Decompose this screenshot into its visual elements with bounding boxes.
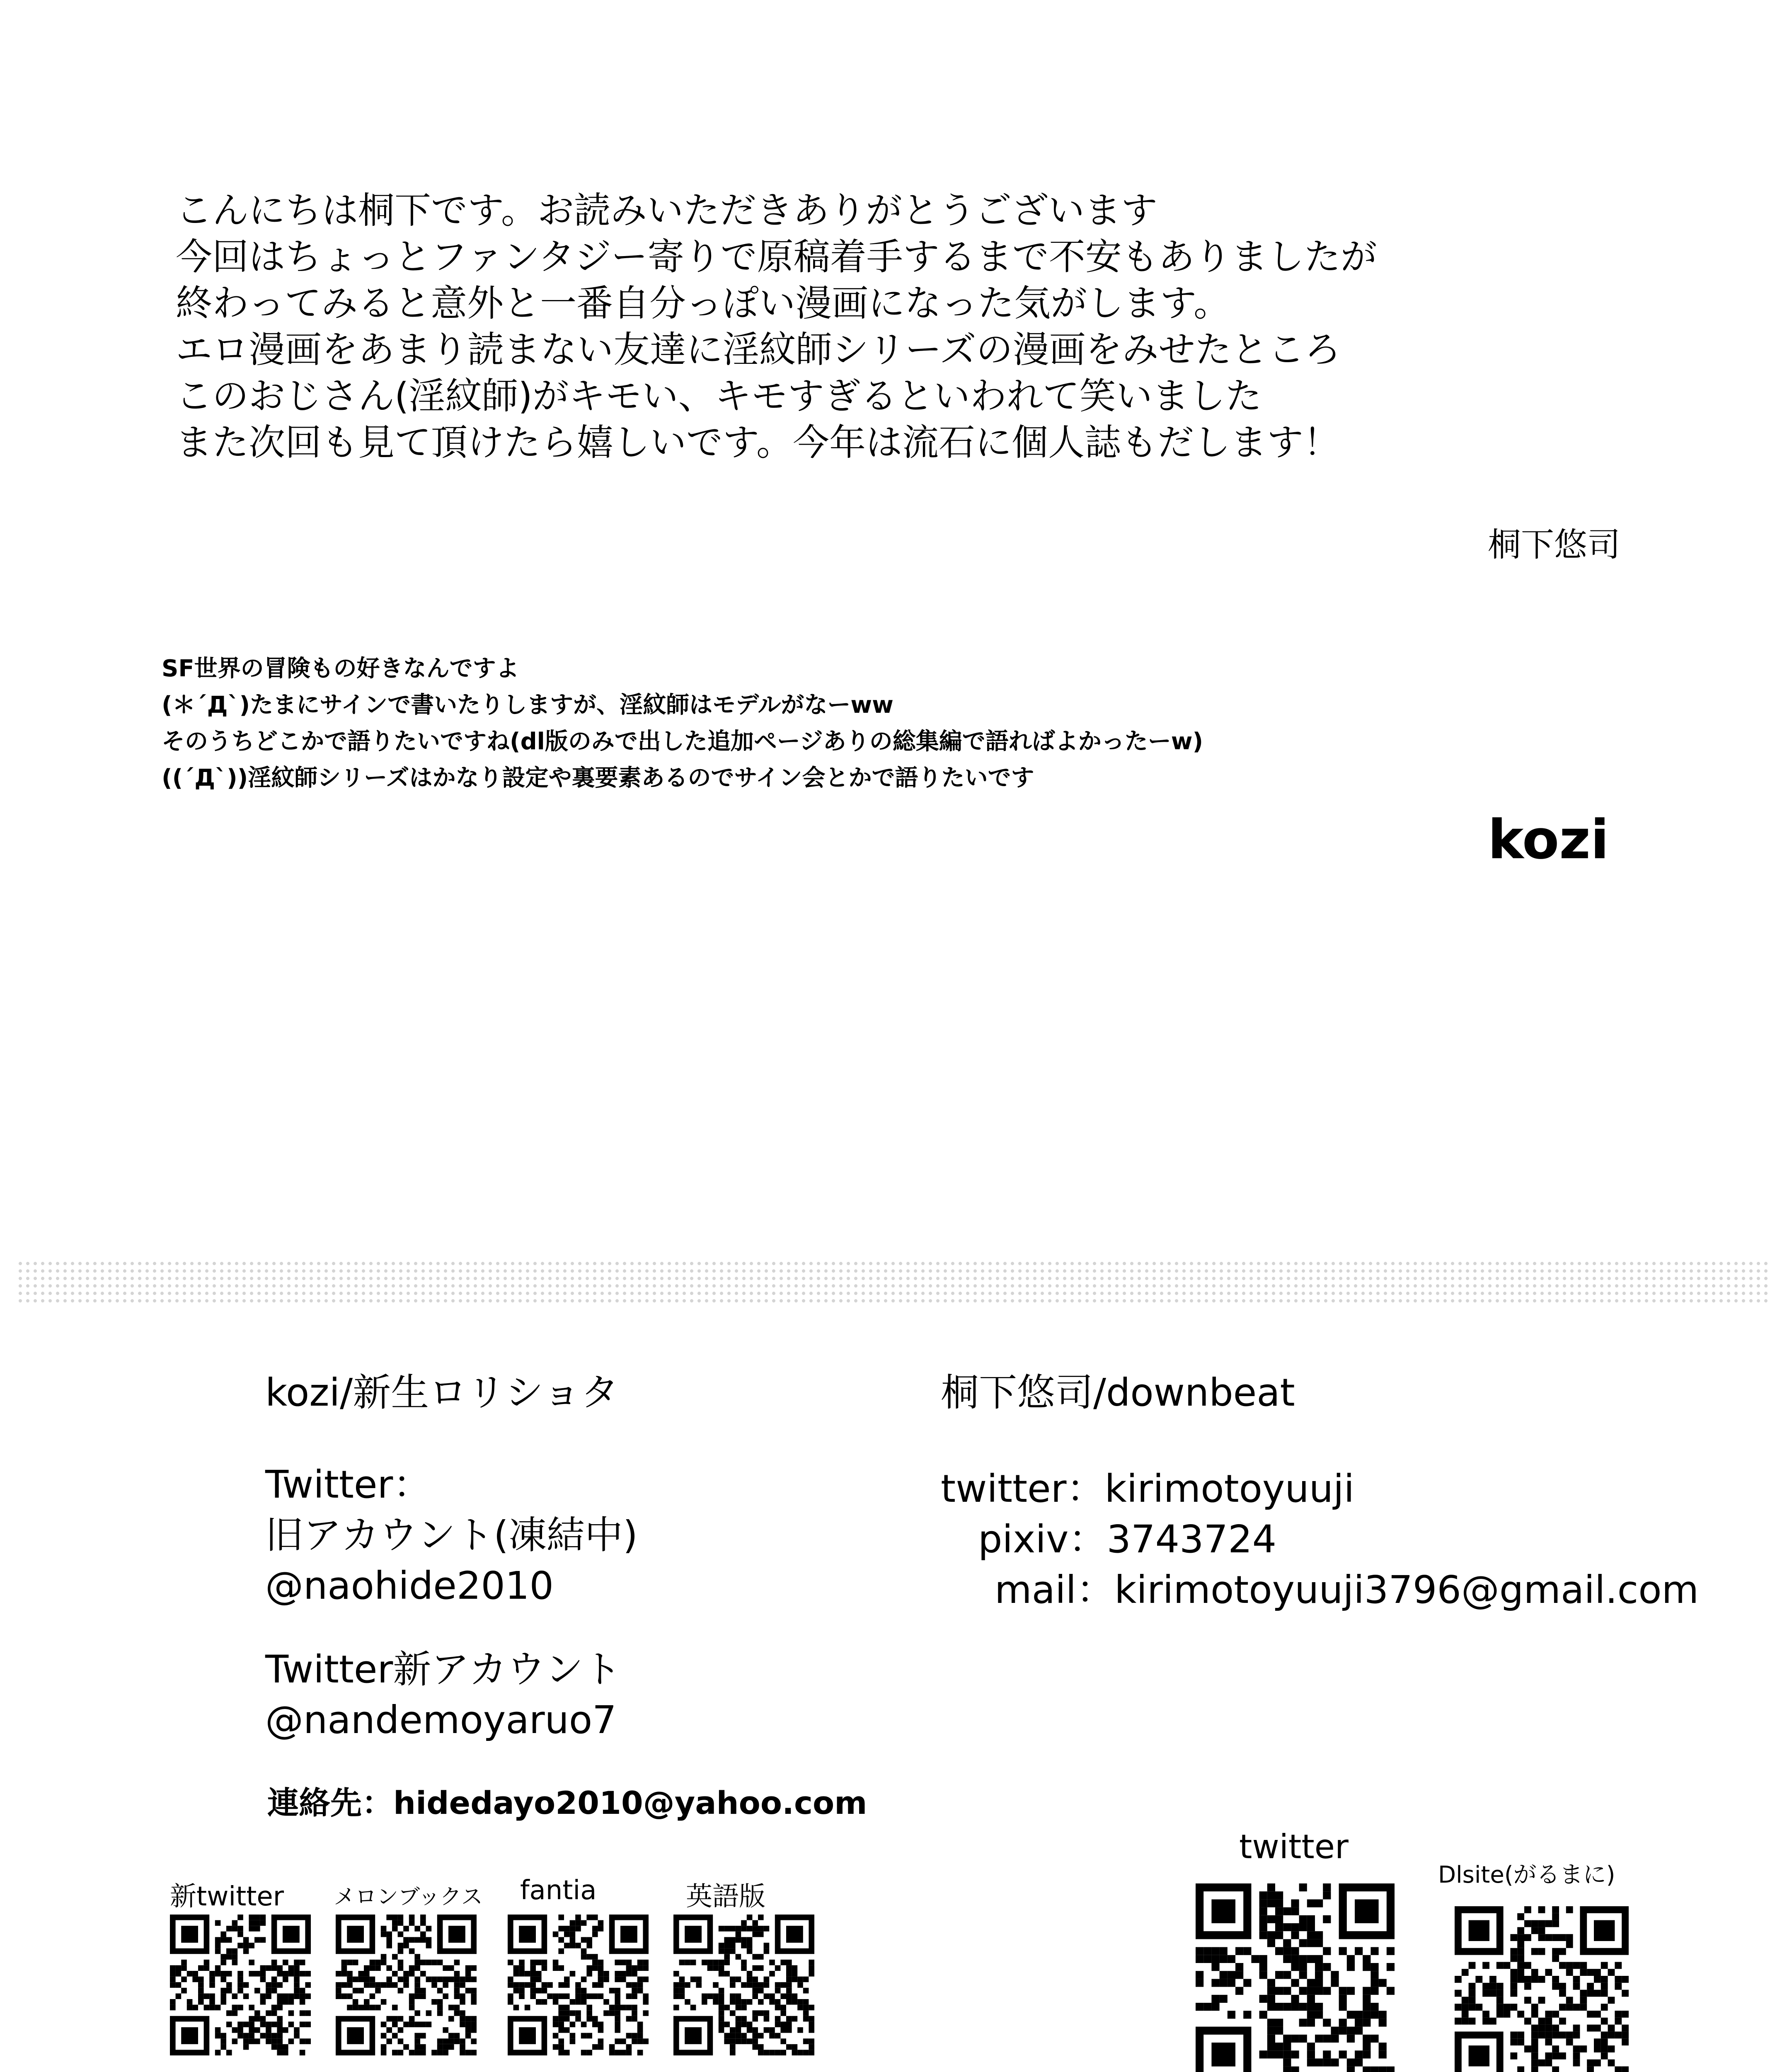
dotted-divider bbox=[17, 1260, 1770, 1305]
qr-code-melonbooks[interactable] bbox=[336, 1915, 477, 2055]
twitter-label: Twitter： bbox=[265, 1462, 431, 1507]
comment-line: (＊´Д`)たまにサインで書いたりしますが、淫紋師はモデルがなーww bbox=[162, 692, 894, 719]
contact-email[interactable]: 連絡先：hidedayo2010@yahoo.com bbox=[267, 1784, 867, 1821]
mail-address[interactable]: mail：kirimotoyuuji3796@gmail.com bbox=[995, 1568, 1699, 1612]
left-profile bbox=[265, 1368, 638, 1745]
qr-code-shin-twitter[interactable] bbox=[170, 1915, 311, 2055]
old-account-label: 旧アカウント(凍結中) bbox=[265, 1513, 638, 1557]
comment-text bbox=[162, 651, 1203, 796]
afterword-line: エロ漫画をあまり読まない友達に淫紋師シリーズの漫画をみせたところ bbox=[176, 328, 1341, 371]
left-profile-heading: kozi/新生ロリショタ bbox=[265, 1370, 619, 1415]
qr-code-english[interactable] bbox=[673, 1915, 814, 2055]
afterword-line: このおじさん(淫紋師)がキモい、キモすぎるといわれて笑いました bbox=[176, 375, 1262, 417]
afterword-text bbox=[176, 187, 1377, 466]
afterword-line: 今回はちょっとファンタジー寄りで原稿着手するまで不安もありましたが bbox=[176, 235, 1377, 278]
qr-label-twitter-right: twitter bbox=[1239, 1828, 1349, 1866]
qr-label-english: 英語版 bbox=[686, 1881, 765, 1912]
afterword-line: また次回も見て頂けたら嬉しいです。今年は流石に個人誌もだします！ bbox=[176, 421, 1340, 464]
right-profile-heading: 桐下悠司/downbeat bbox=[941, 1370, 1295, 1415]
afterword-line: こんにちは桐下です。お読みいただきありがとうございます bbox=[176, 189, 1157, 232]
qr-label-fantia: fantia bbox=[520, 1875, 597, 1906]
qr-code-fantia[interactable] bbox=[508, 1915, 649, 2055]
comment-signature: kozi bbox=[1488, 808, 1609, 871]
twitter-handle[interactable]: twitter：kirimotoyuuji bbox=[941, 1467, 1355, 1511]
author-signature: 桐下悠司 bbox=[1488, 525, 1620, 564]
qr-label-dlsite-garumani: Dlsite(がるまに) bbox=[1438, 1861, 1615, 1888]
comment-line: そのうちどこかで語りたいですね(dl版のみで出した追加ページありの総集編で語ればよかったーw) bbox=[162, 728, 1203, 755]
right-profile bbox=[941, 1368, 1699, 1615]
pixiv-id[interactable]: pixiv：3743724 bbox=[978, 1517, 1277, 1561]
afterword-line: 終わってみると意外と一番自分っぽい漫画になった気がします。 bbox=[176, 282, 1230, 324]
old-handle[interactable]: @naohide2010 bbox=[265, 1564, 554, 1608]
comment-line: ((´Д`))淫紋師シリーズはかなり設定や裏要素あるのでサイン会とかで語りたいです bbox=[162, 765, 1034, 792]
qr-label-shin-twitter: 新twitter bbox=[170, 1881, 284, 1912]
qr-label-melonbooks: メロンブックス bbox=[334, 1885, 483, 1910]
new-account-label: Twitter新アカウント bbox=[265, 1647, 622, 1692]
qr-code-dlsite-garumani[interactable] bbox=[1455, 1906, 1629, 2072]
qr-code-twitter-right[interactable] bbox=[1196, 1883, 1395, 2072]
new-handle[interactable]: @nandemoyaruo7 bbox=[265, 1698, 617, 1742]
comment-line: SF世界の冒険もの好きなんですよ bbox=[162, 655, 519, 682]
